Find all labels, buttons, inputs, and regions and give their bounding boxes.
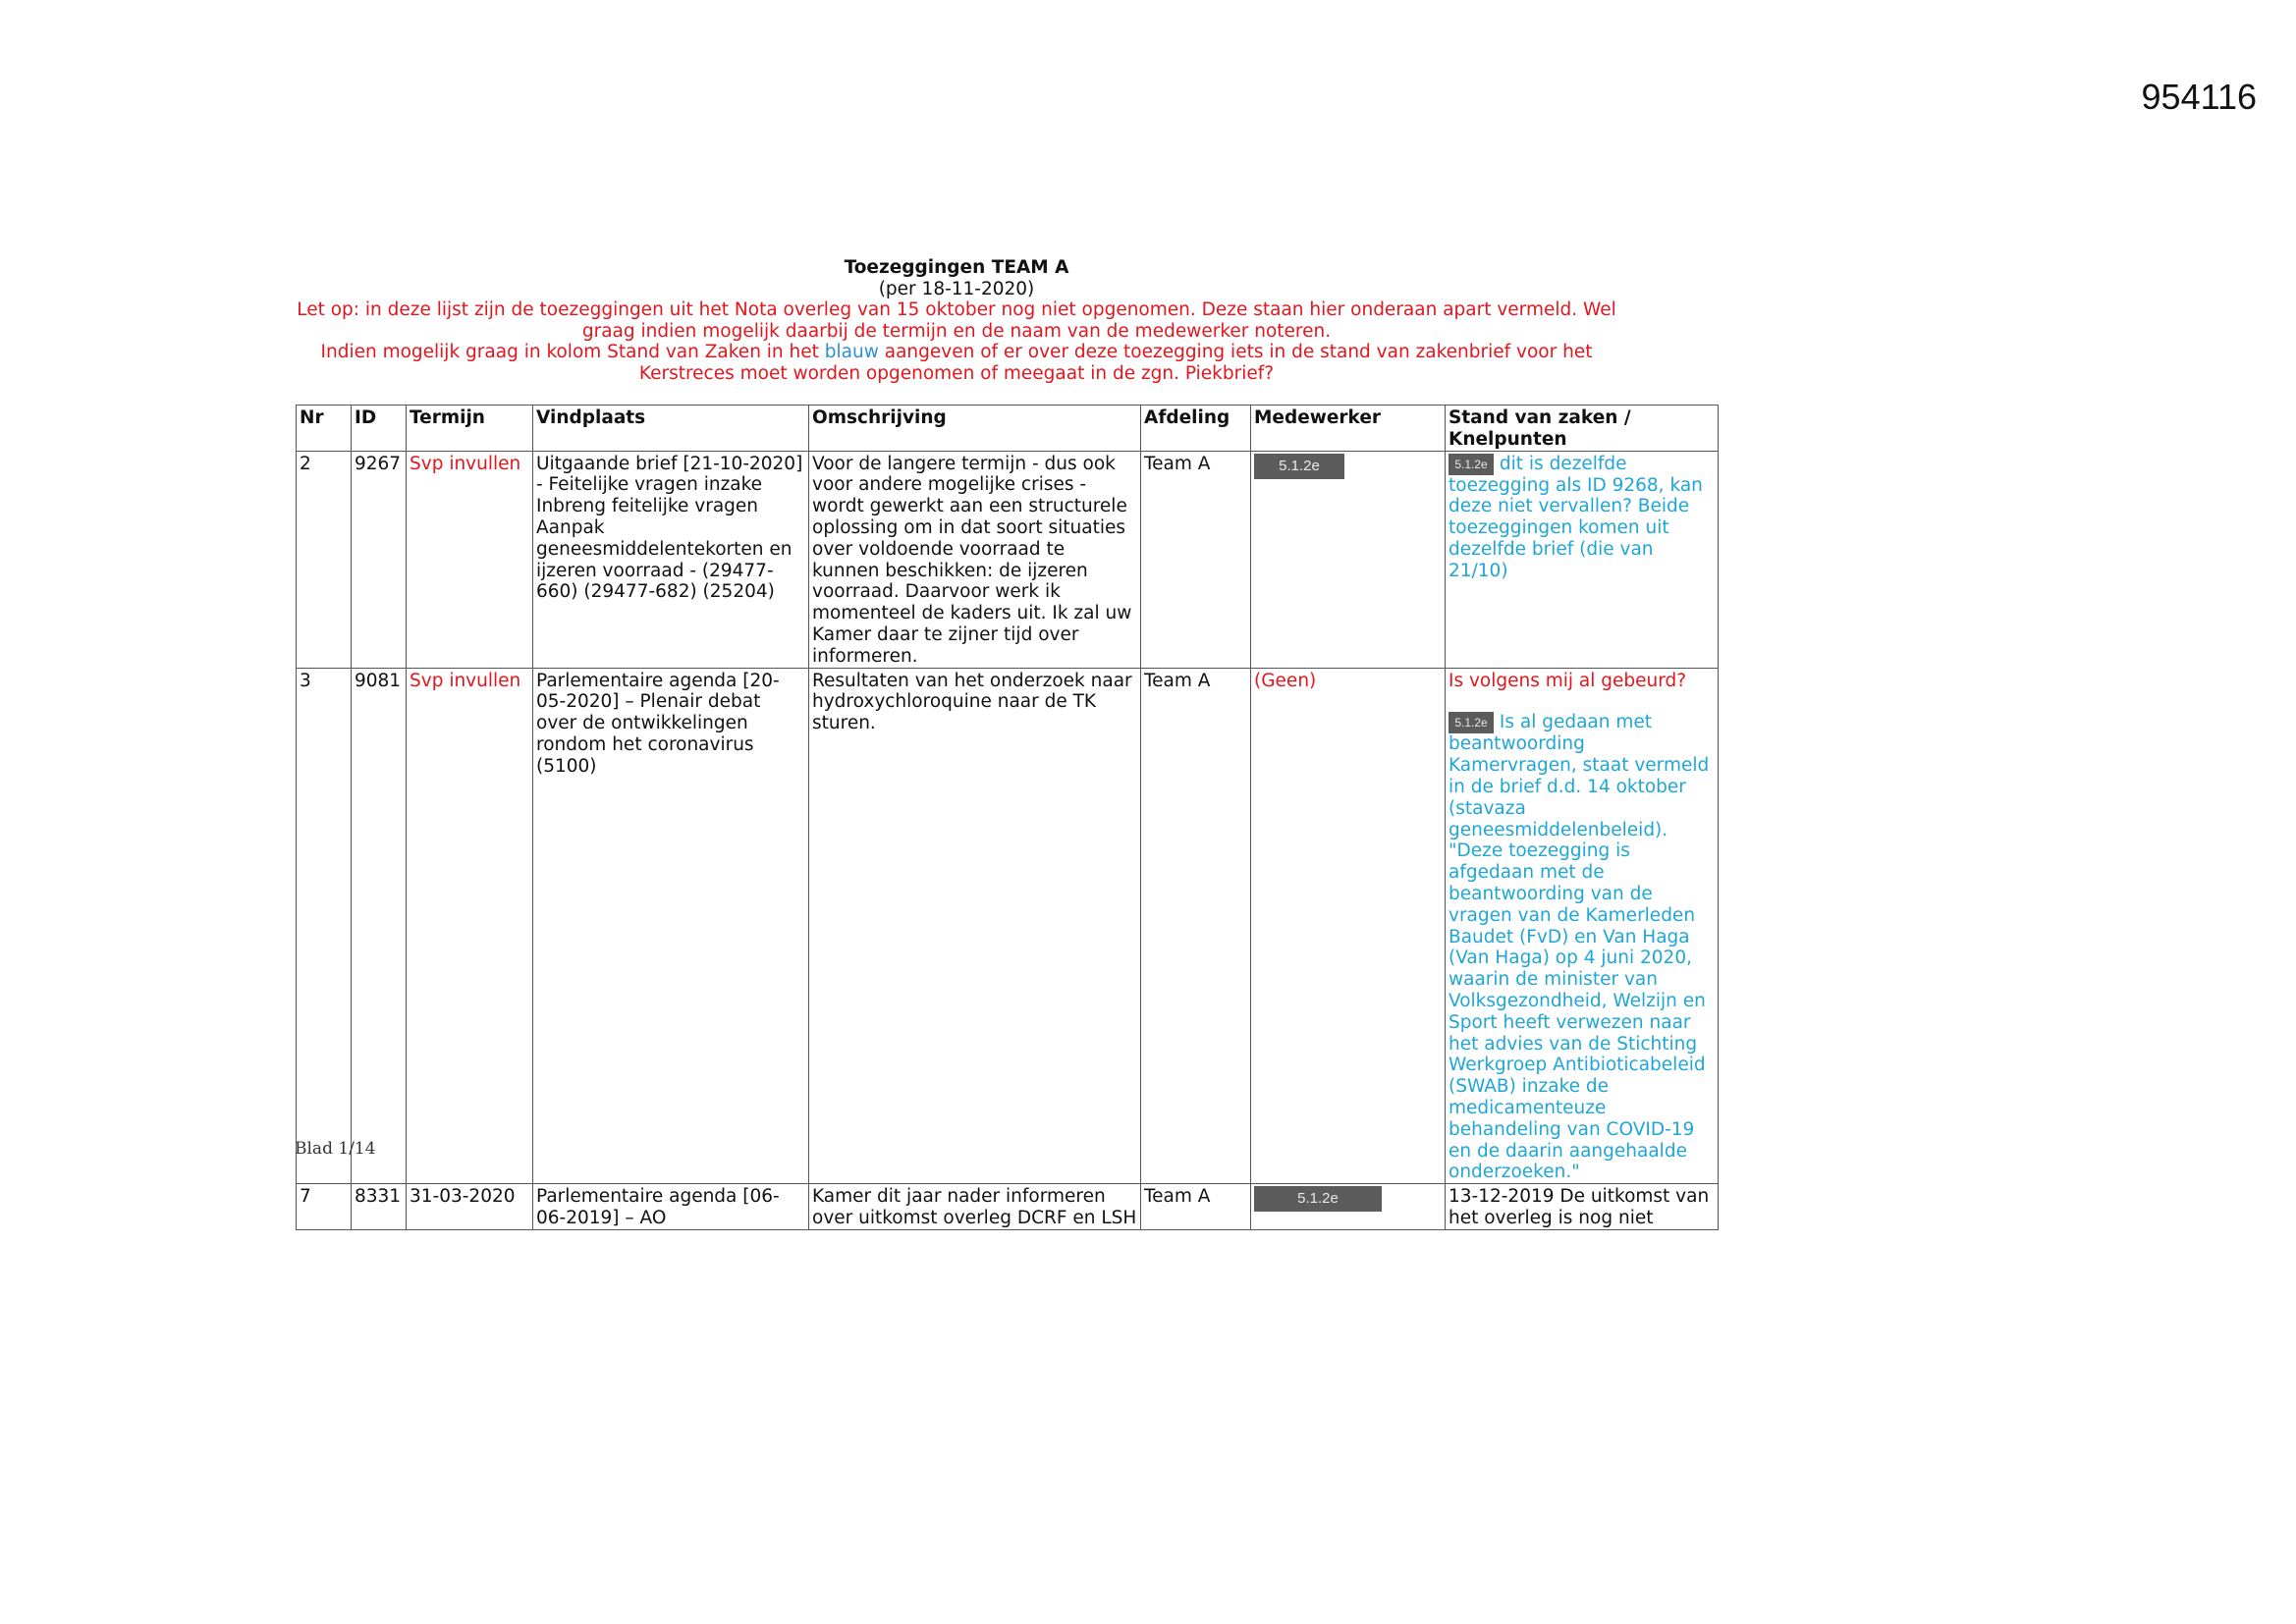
page-date: (per 18-11-2020) (878, 278, 1035, 299)
cell-id: 9081 (352, 668, 407, 1184)
note-line-1: Let op: in deze lijst zijn de toezeggingen uit het Nota overleg van 15 oktober nog niet opgenomen. Deze staan hier onderaan apart vermeld. Wel (297, 299, 1616, 320)
page-footer: Blad 1/14 (295, 1139, 376, 1159)
document-header (295, 257, 1618, 384)
note-line-2: graag indien mogelijk daarbij de termijn en de naam van de medewerker noteren. (581, 320, 1332, 342)
cell-id: 9267 (352, 451, 407, 668)
column-header-omschrijving: Omschrijving (809, 406, 1141, 452)
cell-medewerker: (Geen) (1251, 668, 1446, 1184)
column-header-medewerker: Medewerker (1251, 406, 1446, 452)
cell-medewerker (1251, 451, 1446, 668)
commitments-table (296, 405, 1719, 1230)
cell-vindplaats: Parlementaire agenda [20-05-2020] – Plenair debat over de ontwikkelingen rondom het coronavirus (5100) (533, 668, 809, 1184)
cell-stand-van-zaken: 5.1.2e dit is dezelfde toezegging als ID 9268, kan deze niet vervallen? Beide toezeggingen komen uit dezelfde brief (die van 21/10) (1446, 451, 1719, 668)
cell-nr: 7 (297, 1184, 352, 1230)
column-header-afdeling: Afdeling (1141, 406, 1251, 452)
column-header-termijn: Termijn (407, 406, 533, 452)
cell-vindplaats: Parlementaire agenda [06-06-2019] – AO (533, 1184, 809, 1230)
note-line-4: Kerstreces moet worden opgenomen of meegaat in de zgn. Piekbrief? (638, 362, 1275, 384)
cell-omschrijving: Resultaten van het onderzoek naar hydroxychloroquine naar de TK sturen. (809, 668, 1141, 1184)
stand-question: Is volgens mij al gebeurd? (1449, 670, 1687, 691)
cell-afdeling: Team A (1141, 1184, 1251, 1230)
stand-answer: 5.1.2e Is al gedaan met beantwoording Kamervragen, staat vermeld in de brief d.d. 14 oktober (stavaza geneesmiddelenbeleid). (1449, 712, 1710, 840)
cell-termijn: Svp invullen (407, 451, 533, 668)
cell-stand-van-zaken (1446, 668, 1719, 1184)
column-header-nr: Nr (297, 406, 352, 452)
redaction-box: 5.1.2e (1449, 712, 1494, 733)
cell-omschrijving: Voor de langere termijn - dus ook voor andere mogelijke crises - wordt gewerkt aan een structurele oplossing om in dat soort situaties over voldoende voorraad te kunnen beschikken: de ijzeren voorraad. Daarvoor werk ik momenteel de kaders uit. Ik zal uw Kamer daar te zijner tijd over informeren. (809, 451, 1141, 668)
redaction-box: 5.1.2e (1254, 454, 1344, 479)
table-row (297, 668, 1719, 1184)
redaction-box: 5.1.2e (1254, 1186, 1382, 1212)
column-header-id: ID (352, 406, 407, 452)
cell-termijn: 31-03-2020 (407, 1184, 533, 1230)
note-line-3: Indien mogelijk graag in kolom Stand van Zaken in het blauw aangeven of er over deze toezegging iets in de stand van zakenbrief voor het (320, 342, 1593, 362)
cell-medewerker (1251, 1184, 1446, 1230)
cell-omschrijving: Kamer dit jaar nader informeren over uitkomst overleg DCRF en LSH (809, 1184, 1141, 1230)
redaction-box: 5.1.2e (1449, 454, 1494, 475)
document-number: 954116 (2141, 77, 2257, 117)
note-blue-word: blauw (824, 342, 879, 362)
cell-stand-van-zaken: 13-12-2019 De uitkomst van het overleg is nog niet (1446, 1184, 1719, 1230)
cell-afdeling: Team A (1141, 451, 1251, 668)
cell-id: 8331 (352, 1184, 407, 1230)
stand-quote: "Deze toezegging is afgedaan met de beantwoording van de vragen van de Kamerleden Baudet (FvD) en Van Haga (Van Haga) op 4 juni 2020, waarin de minister van Volksgezondheid, Welzijn en Sport heeft verwezen naar het advies van de Stichting Werkgroep Antibioticabeleid (SWAB) inzake de medicamenteuze behandeling van COVID-19 en de daarin aangehaalde onderzoeken." (1449, 840, 1706, 1183)
table-header-row (297, 406, 1719, 452)
column-header-vindplaats: Vindplaats (533, 406, 809, 452)
cell-vindplaats: Uitgaande brief [21-10-2020] - Feitelijke vragen inzake Inbreng feitelijke vragen Aanpak geneesmiddelentekorten en ijzeren voorraad - (29477-660) (29477-682) (25204) (533, 451, 809, 668)
cell-nr: 2 (297, 451, 352, 668)
table-row (297, 451, 1719, 668)
table-row (297, 1184, 1719, 1230)
cell-termijn: Svp invullen (407, 668, 533, 1184)
page-title: Toezeggingen TEAM A (844, 257, 1069, 278)
column-header-stand-van-zaken: Stand van zaken / Knelpunten (1446, 406, 1719, 452)
cell-afdeling: Team A (1141, 668, 1251, 1184)
cell-nr: 3 (297, 668, 352, 1184)
